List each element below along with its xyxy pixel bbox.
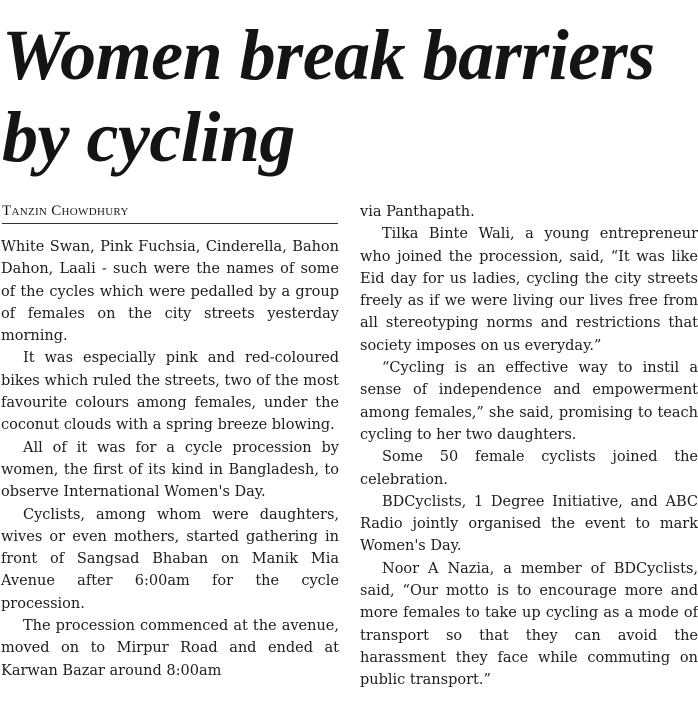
byline: Tanzin Chowdhury	[2, 203, 338, 224]
paragraph: The procession commenced at the avenue, moved on to Mirpur Road and ended at Karwan Bazar around 8:00am	[1, 618, 339, 679]
paragraph: Some 50 female cyclists joined the celebration.	[360, 449, 698, 488]
paragraph: “Cycling is an effective way to instil a sense of independence and empowerment among females,” she said, promising to teach cycling to her two daughters.	[360, 360, 698, 443]
paragraph: BDCyclists, 1 Degree Initiative, and ABC Radio jointly organised the event to mark Women's Day.	[360, 493, 698, 555]
paragraph: Tilka Binte Wali, a young entrepreneur who joined the procession, said, “It was like Eid day for us ladies, cycling the city streets freely as if we were living our lives free from all stereotyping norms and restrictions that society imposes on us everyday.”	[360, 226, 698, 354]
paragraph: via Panthapath.	[360, 204, 475, 220]
paragraph: Noor A Nazia, a member of BDCyclists, said, “Our motto is to encourage more and more females to take up cycling as a mode of transport so that they can avoid the harassment they face while commuting on public transport.”	[360, 560, 698, 689]
article-column-right	[360, 201, 698, 692]
paragraph: It was especially pink and red-coloured bikes which ruled the streets, two of the most favourite colours among females, under the coconut clouds with a spring breeze blowing.	[1, 350, 339, 434]
paragraph: White Swan, Pink Fuchsia, Cinderella, Bahon Dahon, Laali - such were the names of some of the cycles which were pedalled by a group of females on the city streets yesterday morning.	[1, 239, 339, 345]
article-column-left	[1, 236, 339, 682]
paragraph: All of it was for a cycle procession by women, the first of its kind in Bangladesh, to observe International Women's Day.	[1, 439, 339, 501]
paragraph: Cyclists, among whom were daughters, wives or even mothers, started gathering in front of Sangsad Bhaban on Manik Mia Avenue after 6:00am for the cycle procession.	[1, 506, 339, 612]
headline: Women break barriers by cycling	[2, 15, 655, 177]
